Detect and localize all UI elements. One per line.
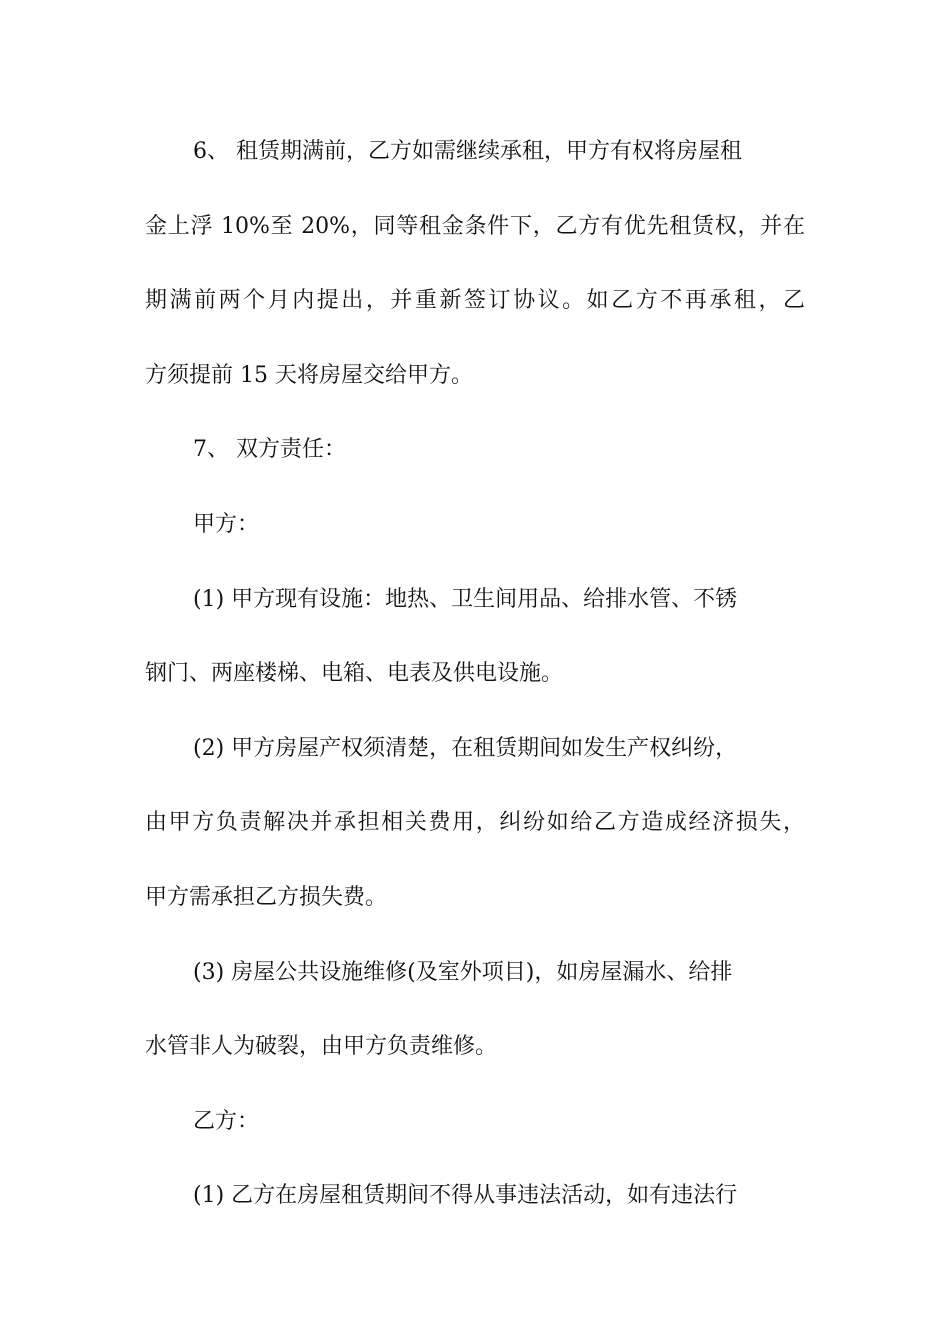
paragraph-line: 7、 双方责任：	[193, 437, 346, 462]
paragraph-line: (1) 乙方在房屋租赁期间不得从事违法活动，如有违法行	[193, 1183, 738, 1208]
paragraph-line: 方须提前 15 天将房屋交给甲方。	[145, 363, 473, 388]
paragraph-line: 乙方：	[193, 1109, 260, 1134]
paragraph-line: 金上浮 10%至 20%，同等租金条件下，乙方有优先租赁权，并在	[145, 214, 805, 239]
paragraph-line: 期满前两个月内提出，并重新签订协议。如乙方不再承租，乙	[145, 288, 805, 313]
paragraph-line: (3) 房屋公共设施维修(及室外项目)，如房屋漏水、给排	[193, 960, 733, 985]
paragraph-line: 钢门、两座楼梯、电箱、电表及供电设施。	[145, 661, 564, 686]
paragraph-line: 由甲方负责解决并承担相关费用，纠纷如给乙方造成经济损失，	[145, 810, 805, 835]
paragraph-line: 水管非人为破裂，由甲方负责维修。	[145, 1034, 498, 1059]
paragraph-line: 甲方：	[193, 512, 260, 537]
paragraph-line: (1) 甲方现有设施：地热、卫生间用品、给排水管、不锈	[193, 587, 738, 612]
paragraph-line: (2) 甲方房屋产权须清楚，在租赁期间如发生产权纠纷，	[193, 736, 738, 761]
paragraph-line: 6、 租赁期满前，乙方如需继续承租，甲方有权将房屋租	[193, 139, 742, 164]
paragraph-line: 甲方需承担乙方损失费。	[145, 885, 388, 910]
